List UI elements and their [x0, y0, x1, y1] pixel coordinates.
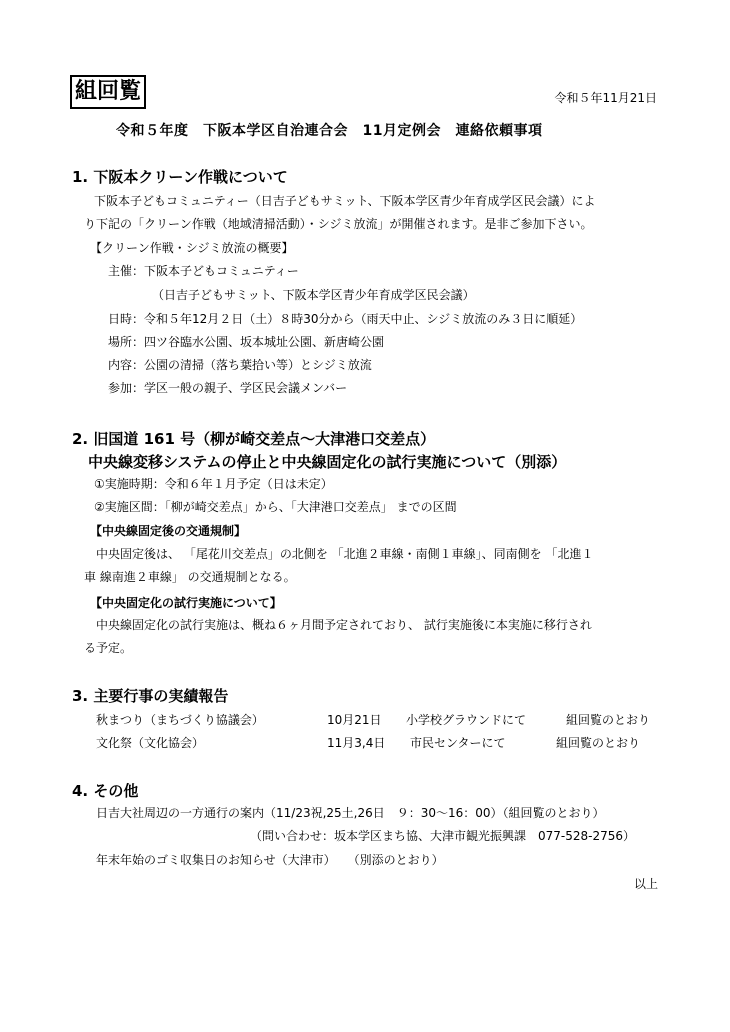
event-note: 組回覧のとおり	[566, 713, 651, 727]
section1-para-line1: 下阪本子どもコミュニティー（日吉子どもサミット、下阪本学区青少年育成学区民会議）によ	[94, 194, 596, 208]
section2-item-section: ②実施区間：「柳が崎交差点」から、「大津港口交差点」 までの区間	[94, 500, 457, 514]
section4-line2: （問い合わせ：坂本学区まち協、大津市観光振興課 077-528-2756）	[250, 829, 636, 843]
section2-sub2-line1: 中央線固定化の試行実施は、概ね６ヶ月間予定されており、 試行実施後に本実施に移行され	[96, 618, 592, 632]
section2-item-period: ①実施時期：令和６年１月予定（日は未定）	[94, 477, 333, 491]
event-name: 文化祭（文化協会）	[96, 736, 205, 750]
section1-outline-label: 【クリーン作戦・シジミ放流の概要】	[90, 241, 294, 255]
section2-sub1-line2: 車 線南進２車線」 の交通規制となる。	[84, 570, 296, 584]
section2-sub2-heading: 【中央固定化の試行実施について】	[90, 596, 282, 610]
section2-heading: 2. 旧国道 161 号（柳が崎交差点～大津港口交差点）	[72, 430, 436, 448]
document-date: 令和５年11月21日	[554, 91, 657, 105]
section4-line3: 年末年始のゴミ収集日のお知らせ（大津市） （別添のとおり）	[96, 853, 444, 867]
event-place: 小学校グラウンドにて	[406, 713, 527, 727]
section1-item-participants: 参加：学区一般の親子、学区民会議メンバー	[108, 381, 348, 395]
section2-sub1-line1: 中央固定後は、 「尾花川交差点」の北側を 「北進２車線・南側１車線」、同南側を 「北進１	[96, 547, 594, 561]
section3-heading: 3. 主要行事の実績報告	[72, 687, 229, 705]
section4-heading: 4. その他	[72, 782, 139, 800]
circulation-stamp: 組回覧	[70, 75, 146, 109]
section2-heading2: 中央線変移システムの停止と中央線固定化の試行実施について（別添）	[88, 453, 567, 471]
document-title: 令和５年度 下阪本学区自治連合会 11月定例会 連絡依頼事項	[116, 123, 543, 139]
section1-item-datetime: 日時：令和５年12月２日（土）８時30分から（雨天中止、シジミ放流のみ３日に順延）	[108, 312, 583, 326]
section2-sub1-heading: 【中央線固定後の交通規制】	[90, 524, 247, 538]
section1-item-place: 場所：四ツ谷臨水公園、坂本城址公園、新唐崎公園	[108, 335, 385, 349]
event-note: 組回覧のとおり	[556, 736, 641, 750]
closing-remark: 以上	[633, 877, 658, 891]
event-name: 秋まつり（まちづくり協議会）	[96, 713, 264, 727]
section1-item-content: 内容：公園の清掃（落ち葉拾い等）とシジミ放流	[108, 358, 372, 372]
section4-line1: 日吉大社周辺の一方通行の案内（11/23祝,25土,26日 ９：30～16：00）（組回覧のとおり）	[96, 806, 605, 820]
section1-para-line2: り下記の「クリーン作戦（地域清掃活動）・シジミ放流」が開催されます。是非ご参加下さい。	[84, 217, 593, 231]
section1-item-organizer: 主催：下阪本子どもコミュニティー	[108, 264, 299, 278]
event-place: 市民センターにて	[410, 736, 506, 750]
event-date: 10月21日	[327, 713, 382, 727]
event-date: 11月3,4日	[327, 736, 386, 750]
section2-sub2-line2: る予定。	[84, 641, 133, 655]
section1-item-organizer-sub: （日吉子どもサミット、下阪本学区青少年育成学区民会議）	[152, 288, 475, 302]
section1-heading: 1. 下阪本クリーン作戦について	[72, 168, 288, 186]
